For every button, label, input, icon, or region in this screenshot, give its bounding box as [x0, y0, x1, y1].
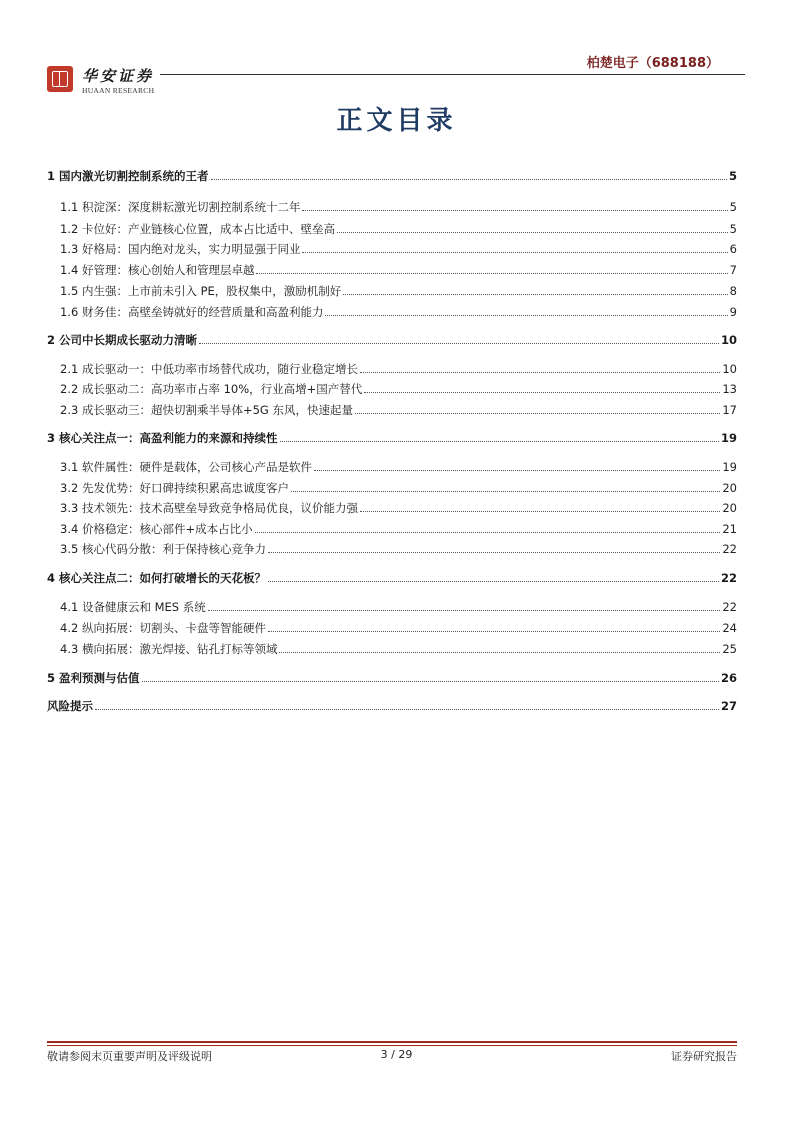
page-title: 正文目录 [336, 106, 457, 136]
toc-entry[interactable] [60, 459, 737, 475]
toc-leader-dots [255, 532, 721, 533]
toc-entry-page: 19 [720, 431, 737, 445]
toc-leader-dots [302, 252, 727, 253]
toc-entry-title: 1.4 好管理：核心创始人和管理层卓越 [60, 263, 255, 277]
toc-leader-dots [211, 179, 727, 180]
toc-entry-page: 20 [722, 501, 737, 515]
toc-entry[interactable] [47, 570, 737, 586]
toc-entry-title: 3 核心关注点一：高盈利能力的来源和持续性 [47, 431, 278, 445]
toc-entry-title: 1.2 卡位好：产业链核心位置，成本占比适中、壁垒高 [60, 222, 335, 236]
brand-name-en: HUAAN RESEARCH [82, 86, 155, 95]
toc-leader-dots [360, 372, 720, 373]
toc-entry[interactable] [60, 599, 737, 615]
toc-entry[interactable] [60, 402, 737, 418]
toc-entry-page: 22 [722, 542, 737, 556]
toc-entry-title: 2.2 成长驱动二：高功率市占率 10%，行业高增+国产替代 [60, 382, 363, 396]
toc-entry[interactable] [47, 698, 737, 714]
toc-entry-title: 2.3 成长驱动三：超快切割乘半导体+5G 东风，快速起量 [60, 403, 353, 417]
toc-leader-dots [279, 652, 720, 653]
toc-entry-title: 风险提示 [47, 699, 93, 713]
toc-entry-page: 8 [729, 284, 737, 298]
toc-leader-dots [343, 294, 727, 295]
toc-entry-page: 5 [728, 169, 737, 183]
toc-entry[interactable] [60, 283, 737, 299]
toc-entry-title: 1.1 积淀深：深度耕耘激光切割控制系统十二年 [60, 200, 301, 214]
toc-entry-page: 27 [720, 699, 737, 713]
footer-report-type: 证券研究报告 [671, 1050, 737, 1063]
toc-entry[interactable] [47, 168, 737, 184]
toc-entry[interactable] [60, 500, 737, 516]
toc-entry-title: 4.2 纵向拓展：切割头、卡盘等智能硬件 [60, 621, 266, 635]
toc-entry-title: 3.5 核心代码分散：利于保持核心竞争力 [60, 542, 266, 556]
toc-entry-page: 10 [722, 362, 737, 376]
toc-entry-title: 5 盈利预测与估值 [47, 671, 140, 685]
toc-leader-dots [268, 552, 720, 553]
toc-entry-page: 22 [722, 600, 737, 614]
toc-entry-page: 26 [720, 671, 737, 685]
huaan-logo-icon [47, 66, 73, 92]
toc-leader-dots [355, 413, 720, 414]
toc-leader-dots [208, 610, 721, 611]
toc-entry[interactable] [60, 262, 737, 278]
toc-entry-page: 5 [729, 200, 737, 214]
toc-entry-page: 10 [720, 333, 737, 347]
toc-entry-page: 24 [722, 621, 737, 635]
page-number: 3 / 29 [380, 1048, 413, 1061]
toc-leader-dots [256, 273, 727, 274]
toc-entry-title: 1.5 内生强：上市前未引入 PE，股权集中，激励机制好 [60, 284, 342, 298]
toc-entry-title: 2 公司中长期成长驱动力清晰 [47, 333, 198, 347]
toc-entry-title: 3.4 价格稳定：核心部件+成本占比小 [60, 522, 253, 536]
toc-entry[interactable] [60, 541, 737, 557]
toc-entry-page: 21 [722, 522, 737, 536]
toc-leader-dots [325, 315, 727, 316]
toc-entry-page: 9 [729, 305, 737, 319]
toc-entry-title: 2.1 成长驱动一：中低功率市场替代成功，随行业稳定增长 [60, 362, 358, 376]
toc-entry[interactable] [60, 361, 737, 377]
toc-leader-dots [268, 581, 719, 582]
toc-entry[interactable] [60, 304, 737, 320]
toc-entry[interactable] [47, 332, 737, 348]
brand-name-cn: 华安证券 [82, 67, 155, 85]
toc-entry[interactable] [60, 521, 737, 537]
toc-leader-dots [314, 470, 720, 471]
stock-label: 柏楚电子（688188） [586, 56, 719, 71]
footer-disclaimer: 敬请参阅末页重要声明及评级说明 [47, 1050, 212, 1063]
toc-entry[interactable] [60, 641, 737, 657]
toc-entry-title: 1.3 好格局：国内绝对龙头，实力明显强于同业 [60, 242, 301, 256]
toc-entry-title: 3.2 先发优势：好口碑持续积累高忠诚度客户 [60, 481, 289, 495]
footer-divider-thin [47, 1045, 737, 1046]
toc-leader-dots [337, 232, 728, 233]
header-divider [160, 74, 745, 75]
toc-entry[interactable] [47, 670, 737, 686]
toc-entry-page: 7 [729, 263, 737, 277]
toc-leader-dots [364, 392, 720, 393]
toc-entry[interactable] [60, 199, 737, 215]
toc-entry[interactable] [60, 221, 737, 237]
toc-entry-title: 3.3 技术领先：技术高壁垒导致竞争格局优良，议价能力强 [60, 501, 358, 515]
toc-entry-page: 17 [722, 403, 737, 417]
toc-entry-title: 1.6 财务佳：高壁垒铸就好的经营质量和高盈利能力 [60, 305, 324, 319]
toc-leader-dots [280, 441, 719, 442]
toc-leader-dots [291, 491, 720, 492]
toc-leader-dots [302, 210, 727, 211]
toc-leader-dots [360, 511, 720, 512]
toc-entry[interactable] [60, 620, 737, 636]
toc-entry-page: 20 [722, 481, 737, 495]
toc-leader-dots [268, 631, 720, 632]
toc-entry-title: 4.3 横向拓展：激光焊接、钻孔打标等领域 [60, 642, 278, 656]
toc-entry-title: 4.1 设备健康云和 MES 系统 [60, 600, 206, 614]
toc-entry-title: 1 国内激光切割控制系统的王者 [47, 169, 209, 183]
toc-entry-page: 19 [722, 460, 737, 474]
toc-entry[interactable] [60, 480, 737, 496]
toc-entry[interactable] [60, 241, 737, 257]
toc-entry-page: 25 [722, 642, 737, 656]
toc-entry-page: 5 [729, 222, 737, 236]
toc-entry-title: 3.1 软件属性：硬件是载体，公司核心产品是软件 [60, 460, 312, 474]
toc-entry-page: 22 [720, 571, 737, 585]
toc-leader-dots [95, 709, 719, 710]
toc-entry[interactable] [47, 430, 737, 446]
toc-entry-page: 13 [722, 382, 737, 396]
toc-entry-title: 4 核心关注点二：如何打破增长的天花板？ [47, 571, 267, 585]
toc-leader-dots [142, 681, 719, 682]
toc-entry[interactable] [60, 381, 737, 397]
toc-entry-page: 6 [729, 242, 737, 256]
footer-divider [47, 1041, 737, 1043]
toc-leader-dots [199, 343, 719, 344]
